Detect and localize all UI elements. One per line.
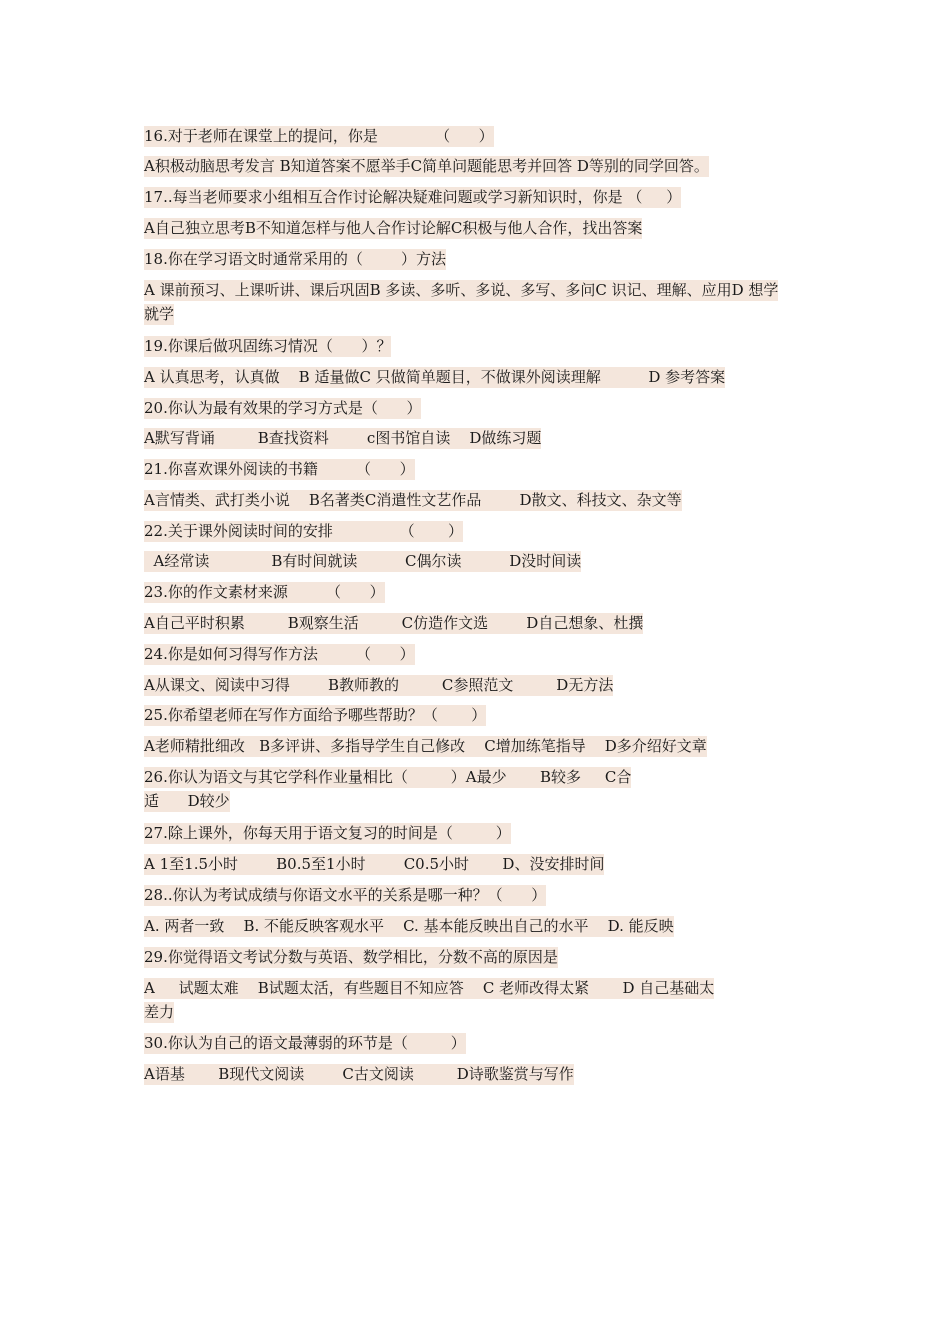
options-line: 差力: [144, 1003, 175, 1021]
question-line: 17..每当老师要求小组相互合作讨论解决疑难问题或学习新知识时，你是 （ ）: [144, 188, 682, 206]
question-line: 25.你希望老师在写作方面给予哪些帮助？（ ）: [144, 706, 487, 724]
question-line: 23.你的作文素材来源 （ ）: [144, 583, 385, 601]
question-line: 19.你课后做巩固练习情况（ ）？: [144, 337, 392, 355]
options-line: A. 两者一致 B. 不能反映客观水平 C. 基本能反映出自己的水平 D. 能反映: [144, 917, 674, 935]
options-line: A老师精批细改 B多评讲、多指导学生自己修改 C增加练笔指导 D多介绍好文章: [144, 737, 707, 755]
options-line: A语基 B现代文阅读 C古文阅读 D诗歌鉴赏与写作: [144, 1065, 574, 1083]
question-line: 27.除上课外，你每天用于语文复习的时间是（ ）: [144, 824, 511, 842]
options-line: A 认真思考，认真做 B 适量做C 只做简单题目，不做课外阅读理解 D 参考答案: [144, 368, 726, 386]
options-line: 就学: [144, 305, 175, 323]
question-line: 24.你是如何习得写作方法 （ ）: [144, 645, 415, 663]
options-line: A自己独立思考B不知道怎样与他人合作讨论解C积极与他人合作，找出答案: [144, 219, 643, 237]
question-line: 22.关于课外阅读时间的安排 （ ）: [144, 522, 463, 540]
options-line: A从课文、阅读中习得 B教师教的 C参照范文 D无方法: [144, 676, 614, 694]
options-line: A 课前预习、上课听讲、课后巩固B 多读、多听、多说、多写、多问C 识记、理解、应用D 想学: [144, 281, 779, 299]
question-line: 16.对于老师在课堂上的提问，你是 （ ）: [144, 127, 494, 145]
options-line: A经常读 B有时间就读 C偶尔读 D没时间读: [144, 552, 582, 570]
question-line: 28..你认为考试成绩与你语文水平的关系是哪一种？（ ）: [144, 886, 547, 904]
options-line: A默写背诵 B查找资料 c图书馆自读 D做练习题: [144, 429, 542, 447]
question-line: 26.你认为语文与其它学科作业量相比（ ）A最少 B较多 C合: [144, 768, 632, 786]
question-line: 20.你认为最有效果的学习方式是（ ）: [144, 399, 422, 417]
question-line: 30.你认为自己的语文最薄弱的环节是（ ）: [144, 1034, 466, 1052]
options-line: A 1至1.5小时 B0.5至1小时 C0.5小时 D、没安排时间: [144, 855, 605, 873]
options-line: A积极动脑思考发言 B知道答案不愿举手C简单问题能思考并回答 D等别的同学回答。: [144, 157, 709, 175]
question-line: 29.你觉得语文考试分数与英语、数学相比，分数不高的原因是: [144, 948, 558, 966]
options-line: A言情类、武打类小说 B名著类C消遣性文艺作品 D散文、科技文、杂文等: [144, 491, 682, 509]
question-line: 21.你喜欢课外阅读的书籍 （ ）: [144, 460, 415, 478]
options-line: A 试题太难 B试题太活，有些题目不知应答 C 老师改得太紧 D 自己基础太: [144, 979, 715, 997]
question-line: 18.你在学习语文时通常采用的（ ）方法: [144, 250, 447, 268]
options-line: 适 D较少: [144, 792, 230, 810]
options-line: A自己平时积累 B观察生活 C仿造作文选 D自己想象、杜撰: [144, 614, 644, 632]
